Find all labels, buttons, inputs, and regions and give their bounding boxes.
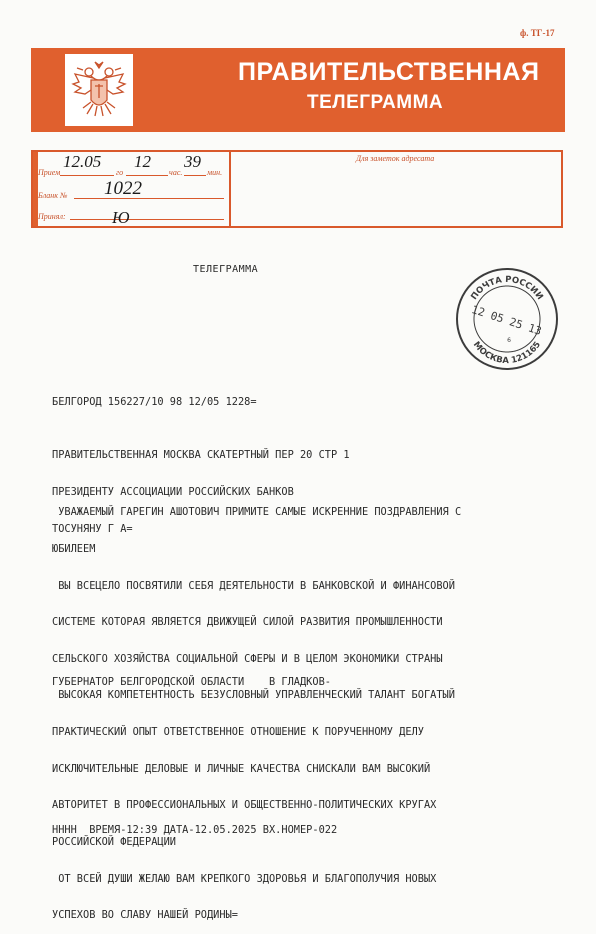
postmark-top-text: ПОЧТА РОССИИ <box>469 274 545 302</box>
received-line <box>60 175 114 176</box>
body-line: УВАЖАЕМЫЙ ГАРЕГИН АШОТОВИЧ ПРИМИТЕ САМЫЕ ИСКРЕННИЕ ПОЗДРАВЛЕНИЯ С <box>52 506 462 519</box>
minute-handwritten: 39 <box>184 152 201 171</box>
minute-line <box>184 175 206 176</box>
address-line: ПРЕЗИДЕНТУ АССОЦИАЦИИ РОССИЙСКИХ БАНКОВ <box>52 486 294 499</box>
body-line: РОССИЙСКОЙ ФЕДЕРАЦИИ <box>52 835 176 848</box>
telegram-footer: НННН ВРЕМЯ-12:39 ДАТА-12.05.2025 ВХ.НОМЕР-022 <box>52 824 338 836</box>
address-line: ПРАВИТЕЛЬСТВЕННАЯ МОСКВА СКАТЕРТНЫЙ ПЕР 20 СТР 1 <box>52 449 350 462</box>
header-subtitle: ТЕЛЕГРАММА <box>307 92 444 113</box>
telegram-body <box>52 482 461 934</box>
header-title: ПРАВИТЕЛЬСТВЕННАЯ <box>238 58 540 86</box>
postmark-date: 12 05 25 13 <box>469 302 544 338</box>
accepted-signature-handwritten: Ю <box>112 208 130 227</box>
accepted-label: Принял: <box>38 212 66 221</box>
hour-handwritten: 12 <box>134 152 151 171</box>
received-label: Прием <box>38 168 61 177</box>
hour-label: час. <box>169 168 183 177</box>
body-line: ВЫСОКАЯ КОМПЕТЕНТНОСТЬ БЕЗУСЛОВНЫЙ УПРАВЛЕНЧЕСКИЙ ТАЛАНТ БОГАТЫЙ <box>52 689 455 702</box>
telegram-signature: ГУБЕРНАТОР БЕЛГОРОДСКОЙ ОБЛАСТИ В ГЛАДКОВ- <box>52 676 331 688</box>
minute-label: мин. <box>207 168 223 177</box>
reception-divider <box>229 152 231 226</box>
body-line: ИСКЛЮЧИТЕЛЬНЫЕ ДЕЛОВЫЕ И ЛИЧНЫЕ КАЧЕСТВА СНИСКАЛИ ВАМ ВЫСОКИЙ <box>52 762 431 775</box>
accepted-line <box>70 219 224 220</box>
double-headed-eagle-icon <box>69 58 129 122</box>
body-line: УСПЕХОВ ВО СЛАВУ НАШЕЙ РОДИНЫ= <box>52 909 238 922</box>
telegram-route-line: БЕЛГОРОД 156227/10 98 12/05 1228= <box>52 396 257 408</box>
body-line: СЕЛЬСКОГО ХОЗЯЙСТВА СОЦИАЛЬНОЙ СФЕРЫ И В ЦЕЛОМ ЭКОНОМИКИ СТРАНЫ <box>52 652 443 665</box>
blank-number-handwritten: 1022 <box>104 178 142 199</box>
address-line: ТОСУНЯНУ Г А= <box>52 522 133 535</box>
postmark-mark: 6 <box>507 337 511 344</box>
body-line: ПРАКТИЧЕСКИЙ ОПЫТ ОТВЕТСТВЕННОЕ ОТНОШЕНИЕ К ПОРУЧЕННОМУ ДЕЛУ <box>52 726 424 739</box>
hour-line <box>126 175 168 176</box>
body-line: ВЫ ВСЕЦЕЛО ПОСВЯТИЛИ СЕБЯ ДЕЯТЕЛЬНОСТИ В БАНКОВСКОЙ И ФИНАНСОВОЙ <box>52 579 455 592</box>
received-date-handwritten: 12.05 <box>63 152 102 171</box>
form-code: ф. ТГ-17 <box>520 28 555 38</box>
postmark-stamp <box>454 266 560 372</box>
from-label: го <box>116 168 124 177</box>
telegram-title: ТЕЛЕГРАММА <box>193 264 259 275</box>
body-line: ОТ ВСЕЙ ДУШИ ЖЕЛАЮ ВАМ КРЕПКОГО ЗДОРОВЬЯ И БЛАГОПОЛУЧИЯ НОВЫХ <box>52 872 437 885</box>
body-line: СИСТЕМЕ КОТОРАЯ ЯВЛЯЕТСЯ ДВИЖУЩЕЙ СИЛОЙ РАЗВИТИЯ ПРОМЫШЛЕННОСТИ <box>52 616 443 629</box>
postmark-bottom-text: МОСКВА 121165 <box>470 339 544 367</box>
notes-label: Для заметок адресата <box>356 154 435 163</box>
coat-of-arms-emblem <box>65 54 133 126</box>
body-line: АВТОРИТЕТ В ПРОФЕССИОНАЛЬНЫХ И ОБЩЕСТВЕННО-ПОЛИТИЧЕСКИХ КРУГАХ <box>52 799 437 812</box>
blank-number-line <box>74 198 224 199</box>
body-line: ЮБИЛЕЕМ <box>52 543 96 556</box>
blank-number-label: Бланк № <box>38 191 68 200</box>
